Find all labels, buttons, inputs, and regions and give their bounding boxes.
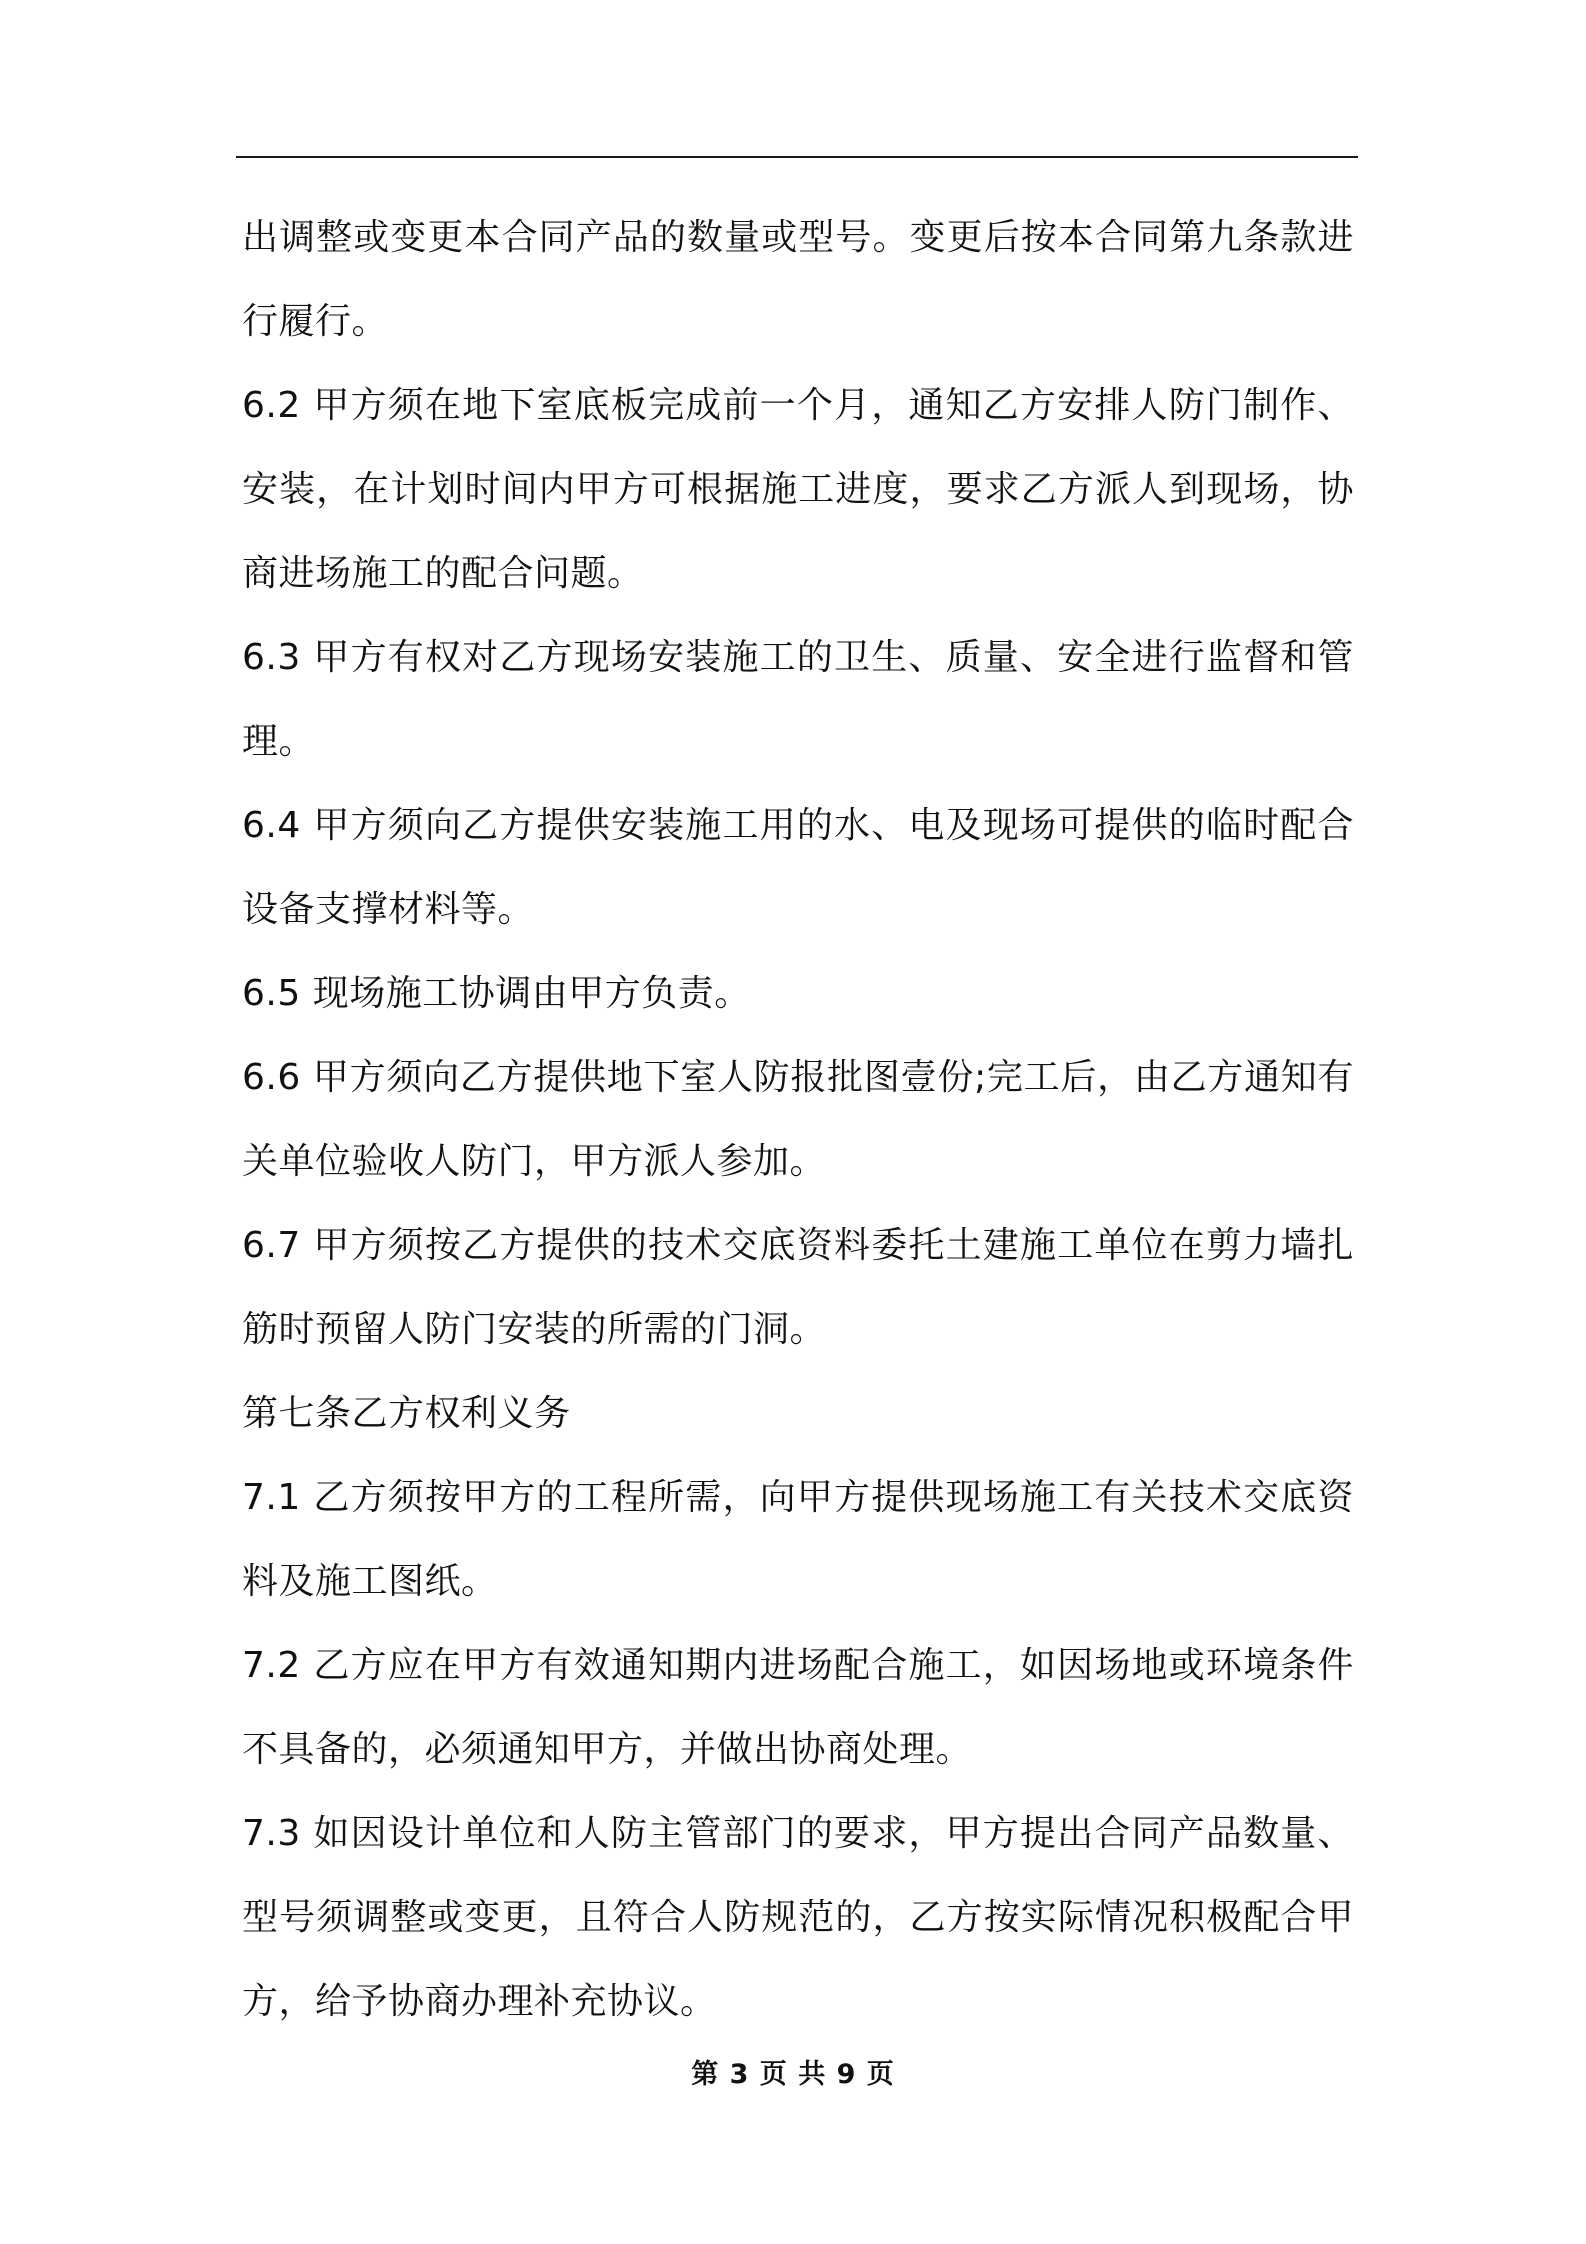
clause-7-1: 7.1 乙方须按甲方的工程所需，向甲方提供现场施工有关技术交底资料及施工图纸。 xyxy=(242,1477,1354,1602)
paragraph: 出调整或变更本合同产品的数量或型号。变更后按本合同第九条款进行履行。 xyxy=(242,217,1354,342)
clause-6-4: 6.4 甲方须向乙方提供安装施工用的水、电及现场可提供的临时配合设备支撑材料等。 xyxy=(242,805,1354,930)
clause-6-6: 6.6 甲方须向乙方提供地下室人防报批图壹份;完工后，由乙方通知有关单位验收人防门，甲方派人参加。 xyxy=(242,1057,1354,1182)
clause-7-3: 7.3 如因设计单位和人防主管部门的要求，甲方提出合同产品数量、型号须调整或变更，且符合人防规范的，乙方按实际情况积极配合甲方，给予协商办理补充协议。 xyxy=(242,1813,1354,2022)
clause-7-2: 7.2 乙方应在甲方有效通知期内进场配合施工，如因场地或环境条件不具备的，必须通知甲方，并做出协商处理。 xyxy=(242,1645,1354,1770)
section-heading: 第七条乙方权利义务 xyxy=(242,1393,571,1434)
clause-6-7: 6.7 甲方须按乙方提供的技术交底资料委托土建施工单位在剪力墙扎筋时预留人防门安装的所需的门洞。 xyxy=(242,1225,1354,1350)
clause-6-5: 6.5 现场施工协调由甲方负责。 xyxy=(242,973,751,1014)
header-rule xyxy=(236,156,1358,158)
clause-6-2: 6.2 甲方须在地下室底板完成前一个月，通知乙方安排人防门制作、安装，在计划时间内甲方可根据施工进度，要求乙方派人到现场，协商进场施工的配合问题。 xyxy=(242,385,1354,594)
document-body xyxy=(242,196,1354,2044)
page-number: 第 3 页 共 9 页 xyxy=(691,2059,895,2090)
clause-6-3: 6.3 甲方有权对乙方现场安装施工的卫生、质量、安全进行监督和管理。 xyxy=(242,637,1354,762)
